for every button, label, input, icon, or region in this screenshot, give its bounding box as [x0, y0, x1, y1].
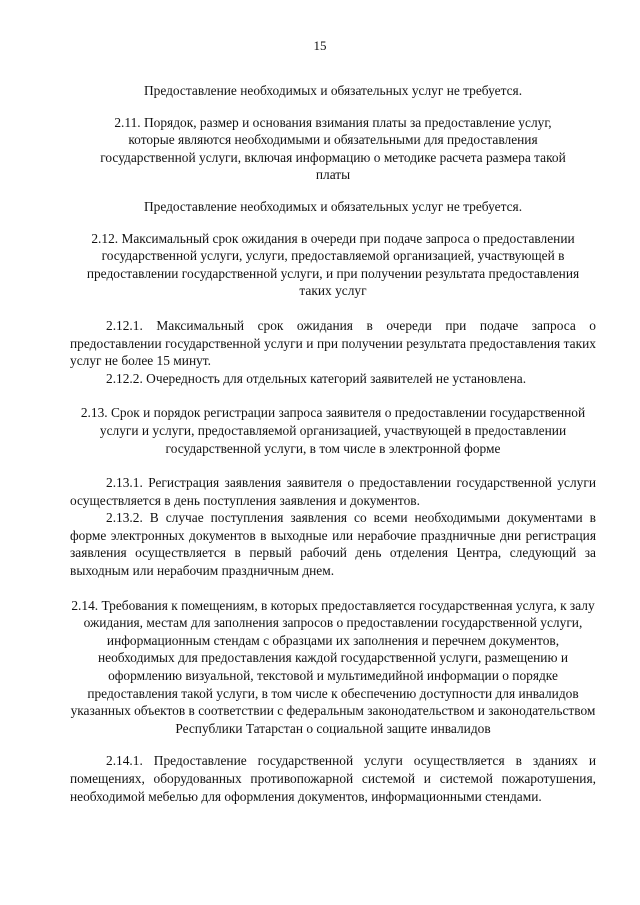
section-heading-2-14: 2.14. Требования к помещениям, в которых предоставляется государственная услуга, к залу ожидания, местам для заполнения запросов о предоставлении государственной услуги, информационным стендам с образцами их заполнения и перечнем документов, необходимых для предоставления каждой государственной услуги, размещению и оформлению визуальной, текстовой и мультимедийной информации о порядке предоставления такой услуги, в том числе к обеспечению доступности для инвалидов указанных объектов в соответствии с федеральным законодательством и законодательством Республики Татарстан о социальной защите инвалидов	[70, 597, 596, 736]
paragraph-services-not-required-1: Предоставление необходимых и обязательных услуг не требуется.	[143, 83, 523, 98]
section-heading-2-11: 2.11. Порядок, размер и основания взимания платы за предоставление услуг, которые являются необходимыми и обязательными для предоставления государственной услуги, включая информацию о методике расчета размера такой платы	[100, 114, 566, 183]
section-heading-2-13: 2.13. Срок и порядок регистрации запроса заявителя о предоставлении государственной услуги и услуги, предоставляемой организацией, участвующей в предоставлении государственной услуги, в том числе в электронной форме	[80, 405, 586, 456]
paragraph-2-13-2: 2.13.2. В случае поступления заявления со всеми необходимыми документами в форме электронных документов в выходные или нерабочие праздничные дни регистрация заявления осуществляется в первый рабочий день отделения Центра, следующий за выходным или нерабочим праздничным днем.	[70, 510, 596, 579]
paragraph-2-13-1: 2.13.1. Регистрация заявления заявителя о предоставлении государственной услуги осуществляется в день поступления заявления и документов.	[70, 475, 596, 508]
paragraph-2-14-1: 2.14.1. Предоставление государственной услуги осуществляется в зданиях и помещениях, оборудованных противопожарной системой и системой пожаротушения, необходимой мебелью для оформления документов, информационными стендами.	[70, 753, 596, 804]
section-heading-2-12: 2.12. Максимальный срок ожидания в очереди при подаче запроса о предоставлении государственной услуги, услуги, предоставляемой организацией, участвующей в предоставлении государственной услуги, и при получении результата предоставления таких услуг	[86, 230, 580, 299]
paragraph-services-not-required-2: Предоставление необходимых и обязательных услуг не требуется.	[143, 198, 523, 214]
paragraph-2-12-1: 2.12.1. Максимальный срок ожидания в очереди при подаче запроса о предоставлении государственной услуги и при получении результата предоставления таких услуг не более 15 минут.	[70, 317, 596, 369]
document-body	[70, 82, 596, 805]
paragraph-2-12-2: 2.12.2. Очередность для отдельных категорий заявителей не установлена.	[106, 370, 527, 386]
page-number: 15	[313, 38, 327, 53]
